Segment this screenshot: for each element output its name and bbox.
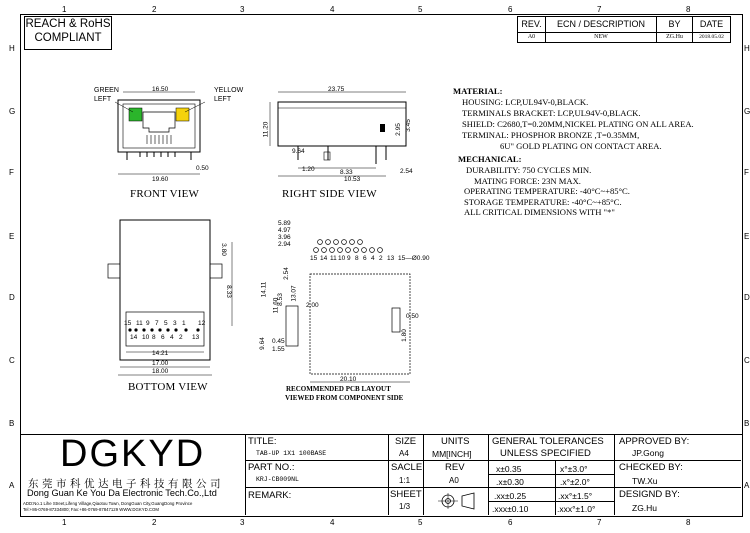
bottom-view-drawing (100, 216, 245, 381)
rev-header-by: BY (656, 16, 693, 33)
pcb-outline (310, 274, 410, 374)
pcb-pin-label: 6 (363, 255, 367, 262)
zone-row-e-right: E (744, 232, 750, 241)
pcb-caption-line-2: VIEWED FROM COMPONENT SIDE (285, 394, 404, 402)
bottom-pin-label: 8 (152, 334, 156, 341)
tb-hline-tol-3 (488, 487, 614, 488)
front-label-green: GREEN (94, 87, 119, 94)
bottom-pin-label: 12 (198, 320, 206, 327)
tb-hline-tol-2 (488, 474, 614, 475)
side-latch-icon (380, 124, 385, 132)
designed-by-value: ZG.Hu (632, 503, 658, 513)
pcb-dim-hole-callout: 15—Ø0.90 (398, 255, 430, 262)
green-led-icon (129, 108, 142, 121)
bottom-dim-17-00: 17.00 (152, 360, 169, 367)
bottom-pin-label: 11 (136, 320, 143, 327)
compliance-box (24, 16, 112, 50)
rev-label: REV (445, 462, 465, 473)
pcb-right-slot (392, 308, 400, 332)
tb-hline-tol-4 (488, 501, 614, 502)
compliance-line-2: COMPLIANT (34, 32, 102, 44)
zone-col-2: 2 (152, 5, 157, 14)
bottom-pin-label: 14 (130, 334, 138, 341)
side-dim-9-64: 9.64 (292, 148, 305, 155)
pcb-dim-14-11: 14.11 (260, 281, 268, 298)
front-label-yellow: YELLOW (214, 87, 244, 94)
compliance-line-1: REACH & RoHS (25, 18, 111, 30)
pcb-dim-3-96: 3.96 (278, 234, 291, 241)
pcb-dim-9-64: 9.64 (258, 337, 266, 350)
tb-hline-1 (245, 460, 488, 461)
zone-col-6-bottom: 6 (508, 518, 513, 527)
company-name-en: Dong Guan Ke You Da Electronic Tech.Co.,Ltd (27, 488, 217, 498)
bottom-view-caption: BOTTOM VIEW (128, 381, 208, 393)
zone-col-5-bottom: 5 (418, 518, 423, 527)
zone-col-3-bottom: 3 (240, 518, 245, 527)
front-label-yellow-left: LEFT (214, 96, 232, 103)
pcb-pin-label: 9 (347, 255, 351, 262)
mechanical-storage-temp: STORAGE TEMPERATURE: -40°C~+85°C. (464, 197, 622, 207)
units-value: MM[INCH] (432, 449, 472, 459)
bottom-pin-label: 15 (124, 320, 132, 327)
side-dim-2-54: 2.54 (400, 168, 413, 175)
pcb-dim-1-80: 1.80 (400, 329, 408, 342)
pcb-dim-13-07: 13.07 (290, 285, 298, 302)
pcb-left-slot (286, 306, 298, 346)
pcb-dim-11-60: 11.60 (272, 297, 280, 314)
units-label: UNITS (441, 436, 470, 447)
bottom-pin-label: 3 (173, 320, 177, 327)
tolerance-linear-4: .xxx±0.10 (492, 504, 529, 514)
front-pins (127, 152, 191, 160)
front-dim-0-50: 0.50 (196, 165, 209, 172)
size-label: SIZE (395, 436, 417, 447)
tolerance-title-2: UNLESS SPECIFIED (500, 448, 591, 459)
zone-row-a: A (9, 481, 15, 490)
pcb-caption-line-1: RECOMMENDED PCB LAYOUT (286, 385, 391, 393)
side-dim-10-53: 10.53 (344, 176, 361, 183)
bottom-dim-3-80: 3.80 (219, 243, 227, 256)
pcb-pin-label: 14 (320, 255, 328, 262)
sheet-label: SHEET (390, 489, 422, 500)
side-dim-3-45: 3.45 (404, 119, 412, 132)
pcb-dim-20-10: 20.10 (340, 376, 357, 383)
approved-by-value: JP.Gong (632, 448, 664, 458)
mechanical-critical-dims: ALL CRITICAL DIMENSIONS WITH "*" (464, 207, 615, 217)
side-post-icon (324, 152, 330, 160)
side-pins (298, 146, 386, 164)
pcb-pin-label: 13 (387, 255, 395, 262)
checked-by-value: TW.Xu (632, 476, 658, 486)
tolerance-linear-2: .x±0.30 (496, 477, 524, 487)
pcb-dim-2-54: 2.54 (282, 267, 290, 280)
pcb-dim-2-94: 2.94 (278, 241, 291, 248)
bottom-right-tab (210, 264, 222, 278)
bottom-pin-label: 4 (170, 334, 174, 341)
rev-header-rev: REV. (517, 16, 546, 33)
company-logo: DGKYD (60, 433, 206, 475)
pcb-dim-2-00: 2.00 (306, 302, 319, 309)
side-dim-8-33: 8.33 (340, 169, 353, 176)
sheet-value: 1/3 (399, 502, 411, 511)
company-name-cn: 东莞市科优达电子科技有限公司 (28, 478, 224, 490)
pcb-dim-0-50: 0.50 (406, 313, 419, 320)
tb-hline-appr (614, 460, 741, 461)
zone-col-4-bottom: 4 (330, 518, 335, 527)
bottom-dim-8-33: 8.33 (224, 285, 232, 298)
zone-row-g-right: G (744, 107, 750, 116)
bottom-dim-18-00: 18.00 (152, 368, 169, 375)
material-shield: SHIELD: C2680,T=0.20MM,NICKEL PLATING ON ALL AREA. (462, 119, 694, 129)
zone-col-5: 5 (418, 5, 423, 14)
zone-row-d: D (9, 293, 15, 302)
bottom-pin-label: 6 (161, 334, 165, 341)
approved-by-label: APPROVED BY: (619, 436, 690, 447)
tb-hline-appr-2 (614, 487, 741, 488)
front-label-green-left: LEFT (94, 96, 112, 103)
material-housing: HOUSING: LCP,UL94V-0,BLACK. (462, 97, 589, 107)
rev-row-date: 2018.05.02 (692, 32, 731, 43)
zone-row-f: F (9, 168, 14, 177)
zone-col-1: 1 (62, 5, 67, 14)
tb-sep-1 (245, 434, 246, 515)
bottom-pin-label: 1 (182, 320, 186, 327)
rev-header-date: DATE (692, 16, 731, 33)
zone-col-2-bottom: 2 (152, 518, 157, 527)
zone-row-e: E (9, 232, 15, 241)
title-label: TITLE: (248, 436, 277, 447)
pcb-dim-5-89: 5.89 (278, 220, 291, 227)
mechanical-durability: DURABILITY: 750 CYCLES MIN. (466, 165, 592, 175)
zone-col-4: 4 (330, 5, 335, 14)
pcb-pin-label: 8 (355, 255, 359, 262)
pcb-pin-label: 2 (379, 255, 383, 262)
side-dim-23-75: 23.75 (328, 86, 345, 93)
pcb-pin-label: 4 (371, 255, 375, 262)
front-dim-16-50: 16.50 (152, 86, 169, 93)
pcb-dim-1-55: 1.55 (272, 346, 285, 353)
pcb-pin-label: 10 (338, 255, 346, 262)
bottom-pin-label: 7 (155, 320, 159, 327)
mechanical-operating-temp: OPERATING TEMPERATURE: -40°C~+85°C. (464, 186, 630, 196)
scale-label: SACLE (391, 462, 423, 473)
designed-by-label: DESIGND BY: (619, 489, 680, 500)
tolerance-title-1: GENERAL TOLERANCES (492, 436, 604, 447)
projection-symbol-icon (436, 491, 480, 511)
yellow-led-icon (176, 108, 189, 121)
zone-col-1-bottom: 1 (62, 518, 67, 527)
part-no-value: KRJ-CB009NL (256, 476, 299, 483)
tolerance-angle-4: .xxx°±1.0° (557, 504, 596, 514)
bottom-pin-label: 10 (142, 334, 150, 341)
zone-col-8-bottom: 8 (686, 518, 691, 527)
title-value: TAB-UP 1X1 100BASE (256, 450, 327, 457)
bottom-pin-label: 9 (146, 320, 150, 327)
bottom-pin-label: 5 (164, 320, 168, 327)
checked-by-label: CHECKED BY: (619, 462, 683, 473)
zone-row-a-right: A (744, 481, 750, 490)
zone-row-c-right: C (744, 356, 750, 365)
tolerance-angle-2: .x°±2.0° (560, 477, 590, 487)
front-dim-19-60: 19.60 (152, 176, 169, 183)
bottom-pin-label: 13 (192, 334, 200, 341)
side-dim-11-20: 11.20 (262, 121, 270, 138)
bottom-dim-14-21: 14.21 (152, 350, 169, 357)
mechanical-mating-force: MATING FORCE: 23N MAX. (474, 176, 581, 186)
zone-row-h-right: H (744, 44, 750, 53)
material-terminal: TERMINAL: PHOSPHOR BRONZE ,T=0.35MM, (462, 130, 640, 140)
pcb-dim-0-45: 0.45 (272, 338, 285, 345)
side-housing (278, 102, 406, 146)
bottom-left-tab (108, 264, 120, 278)
tolerance-angle-1: x°±3.0° (560, 464, 588, 474)
tb-sep-2 (388, 434, 389, 515)
rev-row-rev: A0 (517, 32, 546, 43)
zone-col-8: 8 (686, 5, 691, 14)
rev-row-by: ZG.Hu (656, 32, 693, 43)
tb-sep-6 (614, 434, 615, 515)
zone-row-b-right: B (744, 419, 750, 428)
side-dim-1-20: 1.20 (302, 166, 315, 173)
tb-hline-2 (245, 487, 488, 488)
zone-row-g: G (9, 107, 16, 116)
front-view-caption: FRONT VIEW (130, 188, 200, 200)
tolerance-angle-3: .xx°±1.5° (558, 491, 593, 501)
rj45-port-icon (143, 112, 175, 132)
zone-row-d-right: D (744, 293, 750, 302)
mechanical-title: MECHANICAL: (458, 154, 522, 164)
company-address: ADD:No.1 Lihe Street,Lifeng Village,Qiaotou Town, DongGuan City,GuangDong Province (23, 501, 193, 506)
pcb-dim-8-53: 8.53 (276, 293, 284, 306)
side-view-caption: RIGHT SIDE VIEW (282, 188, 377, 200)
pcb-dim-4-97: 4.97 (278, 227, 291, 234)
zone-row-f-right: F (744, 168, 749, 177)
zone-row-h: H (9, 44, 15, 53)
scale-value: 1:1 (399, 476, 411, 485)
tb-hline-tol (488, 460, 614, 461)
zone-col-3: 3 (240, 5, 245, 14)
zone-col-7: 7 (597, 5, 602, 14)
pcb-pin-label: 15 (310, 255, 318, 262)
bottom-pin-label: 2 (179, 334, 183, 341)
zone-col-6: 6 (508, 5, 513, 14)
rev-value: A0 (449, 476, 459, 485)
front-contacts (147, 135, 171, 144)
tb-sep-3 (423, 434, 424, 515)
size-value: A4 (399, 449, 409, 458)
tolerance-linear-3: .xx±0.25 (494, 491, 527, 501)
material-bracket: TERMINALS BRACKET: LCP,UL94V-0,BLACK. (462, 108, 641, 118)
material-title: MATERIAL: (453, 86, 503, 96)
company-contact: Tel:+86-0769-87334800; Fax:+86-0769-87847129 WWW.DGKYD.COM (23, 507, 159, 512)
material-plating: 6U" GOLD PLATING ON CONTACT AREA. (500, 141, 662, 151)
rev-header-desc: ECN / DESCRIPTION (545, 16, 657, 33)
rev-row-desc: NEW (545, 32, 657, 43)
pcb-holes (314, 240, 383, 253)
side-dim-2-95: 2.95 (394, 123, 402, 136)
tolerance-linear-1: x±0.35 (496, 464, 522, 474)
bottom-pin-holes (128, 328, 199, 331)
part-no-label: PART NO.: (248, 462, 295, 473)
pcb-pin-label: 11 (330, 255, 337, 262)
zone-row-c: C (9, 356, 15, 365)
zone-row-b: B (9, 419, 15, 428)
remark-label: REMARK: (248, 490, 292, 501)
zone-col-7-bottom: 7 (597, 518, 602, 527)
